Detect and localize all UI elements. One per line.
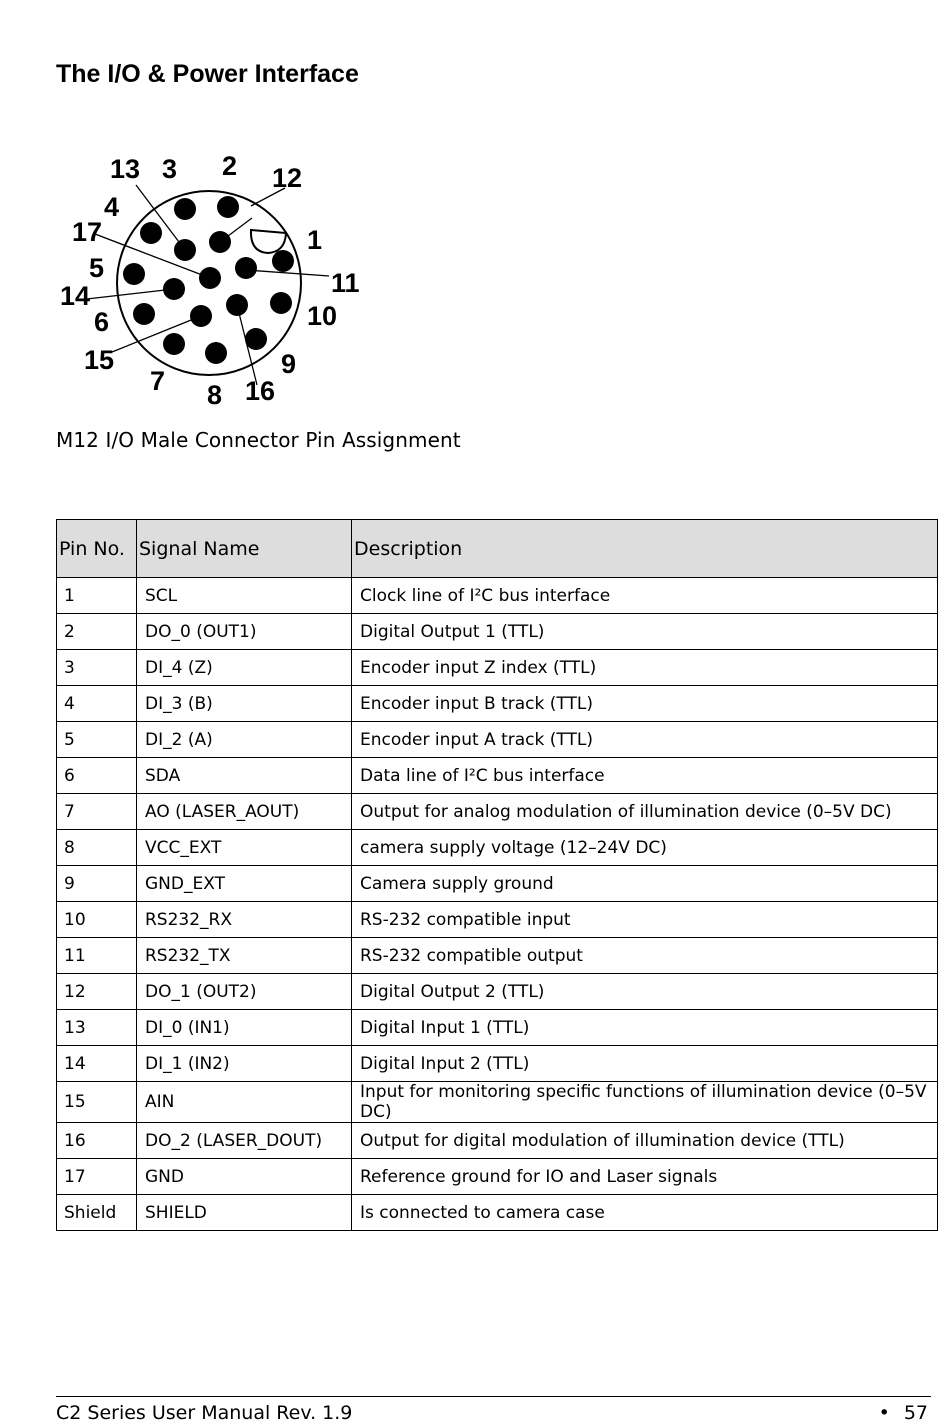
description-cell: Output for digital modulation of illumination device (TTL): [352, 1123, 938, 1159]
table-row: [57, 578, 938, 614]
table-row: [57, 902, 938, 938]
pin-label: 2: [222, 151, 238, 181]
m12-connector-diagram: [52, 140, 382, 420]
pin-label: 11: [331, 268, 360, 298]
pin-cell: 9: [57, 866, 137, 902]
pin-dot-9: [245, 328, 267, 350]
table-row: [57, 614, 938, 650]
signal-cell: RS232_TX: [137, 938, 352, 974]
table-row: [57, 974, 938, 1010]
signal-cell: DO_2 (LASER_DOUT): [137, 1123, 352, 1159]
column-header-description: Description: [352, 520, 938, 578]
page-number: 57: [903, 1402, 928, 1424]
pin-dot-6: [133, 303, 155, 325]
table-row: [57, 1046, 938, 1082]
pin-label: 13: [110, 154, 141, 184]
table-row: [57, 794, 938, 830]
table-row: [57, 1123, 938, 1159]
column-header-signal: Signal Name: [137, 520, 352, 578]
table-row: [57, 938, 938, 974]
pin-cell: 6: [57, 758, 137, 794]
pin-cell: 10: [57, 902, 137, 938]
pin-label: 14: [60, 281, 91, 311]
footer-manual-title: C2 Series User Manual Rev. 1.9: [56, 1402, 353, 1424]
signal-cell: VCC_EXT: [137, 830, 352, 866]
pin-assignment-table: [56, 519, 938, 1231]
description-cell: RS-232 compatible input: [352, 902, 938, 938]
table-row: [57, 1195, 938, 1231]
pin-cell: Shield: [57, 1195, 137, 1231]
description-cell: Output for analog modulation of illumination device (0–5V DC): [352, 794, 938, 830]
signal-cell: DI_1 (IN2): [137, 1046, 352, 1082]
description-cell: Camera supply ground: [352, 866, 938, 902]
pin-cell: 16: [57, 1123, 137, 1159]
description-cell: Input for monitoring specific functions of illumination device (0–5V DC): [352, 1082, 938, 1123]
pin-label: 6: [94, 307, 110, 337]
pin-label: 10: [307, 301, 338, 331]
table-row: [57, 1159, 938, 1195]
pin-cell: 13: [57, 1010, 137, 1046]
pin-cell: 2: [57, 614, 137, 650]
pin-label: 4: [104, 192, 120, 222]
description-cell: Digital Output 1 (TTL): [352, 614, 938, 650]
description-cell: Digital Input 2 (TTL): [352, 1046, 938, 1082]
table-row: [57, 758, 938, 794]
pin-cell: 7: [57, 794, 137, 830]
description-cell: Encoder input A track (TTL): [352, 722, 938, 758]
pin-cell: 8: [57, 830, 137, 866]
pin-cell: 14: [57, 1046, 137, 1082]
footer-bullet: •: [878, 1402, 890, 1424]
pin-dot-3: [174, 198, 196, 220]
pin-label: 16: [245, 376, 276, 406]
signal-cell: DI_2 (A): [137, 722, 352, 758]
signal-cell: SHIELD: [137, 1195, 352, 1231]
description-cell: Is connected to camera case: [352, 1195, 938, 1231]
pin-cell: 12: [57, 974, 137, 1010]
signal-cell: GND: [137, 1159, 352, 1195]
signal-cell: DO_0 (OUT1): [137, 614, 352, 650]
pin-cell: 3: [57, 650, 137, 686]
pin-dot-4: [140, 222, 162, 244]
connector-key-notch: [251, 230, 286, 253]
signal-cell: SDA: [137, 758, 352, 794]
description-cell: Encoder input B track (TTL): [352, 686, 938, 722]
description-cell: Digital Output 2 (TTL): [352, 974, 938, 1010]
pin-dot-5: [123, 263, 145, 285]
description-cell: Digital Input 1 (TTL): [352, 1010, 938, 1046]
pin-label: 17: [72, 217, 103, 247]
table-row: [57, 686, 938, 722]
signal-cell: DI_0 (IN1): [137, 1010, 352, 1046]
table-row: [57, 866, 938, 902]
pin-cell: 11: [57, 938, 137, 974]
column-header-pin: Pin No.: [57, 520, 137, 578]
pin-label: 9: [281, 349, 297, 379]
pin-cell: 4: [57, 686, 137, 722]
description-cell: RS-232 compatible output: [352, 938, 938, 974]
signal-cell: GND_EXT: [137, 866, 352, 902]
pin-label: 15: [84, 345, 115, 375]
signal-cell: AIN: [137, 1082, 352, 1123]
table-row: [57, 650, 938, 686]
pin-dot-11: [272, 250, 294, 272]
pin-label: 12: [272, 163, 303, 193]
pin-label: 8: [207, 380, 223, 410]
signal-cell: DI_3 (B): [137, 686, 352, 722]
signal-cell: DI_4 (Z): [137, 650, 352, 686]
table-row: [57, 722, 938, 758]
description-cell: Clock line of I²C bus interface: [352, 578, 938, 614]
signal-cell: DO_1 (OUT2): [137, 974, 352, 1010]
description-cell: Reference ground for IO and Laser signals: [352, 1159, 938, 1195]
pin-dot-7: [163, 333, 185, 355]
signal-cell: RS232_RX: [137, 902, 352, 938]
pin-label: 5: [89, 253, 105, 283]
signal-cell: AO (LASER_AOUT): [137, 794, 352, 830]
table-row: [57, 830, 938, 866]
pin-dot-8: [205, 342, 227, 364]
footer-divider: [56, 1396, 931, 1397]
page-title: The I/O & Power Interface: [56, 60, 359, 88]
pin-dot-2: [217, 196, 239, 218]
figure-caption: M12 I/O Male Connector Pin Assignment: [56, 428, 461, 452]
signal-cell: SCL: [137, 578, 352, 614]
pin-cell: 15: [57, 1082, 137, 1123]
description-cell: Data line of I²C bus interface: [352, 758, 938, 794]
description-cell: Encoder input Z index (TTL): [352, 650, 938, 686]
description-cell: camera supply voltage (12–24V DC): [352, 830, 938, 866]
pin-label: 1: [307, 225, 323, 255]
pin-cell: 5: [57, 722, 137, 758]
table-row: [57, 1082, 938, 1123]
table-row: [57, 1010, 938, 1046]
pin-label: 7: [150, 366, 166, 396]
pin-label: 3: [162, 154, 178, 184]
table-body: [57, 578, 938, 1231]
pin-dot-12: [235, 257, 257, 279]
pin-cell: 1: [57, 578, 137, 614]
pin-dot-10: [270, 292, 292, 314]
pin-cell: 17: [57, 1159, 137, 1195]
connector-pins: [123, 196, 294, 364]
table-header-row: [57, 520, 938, 578]
